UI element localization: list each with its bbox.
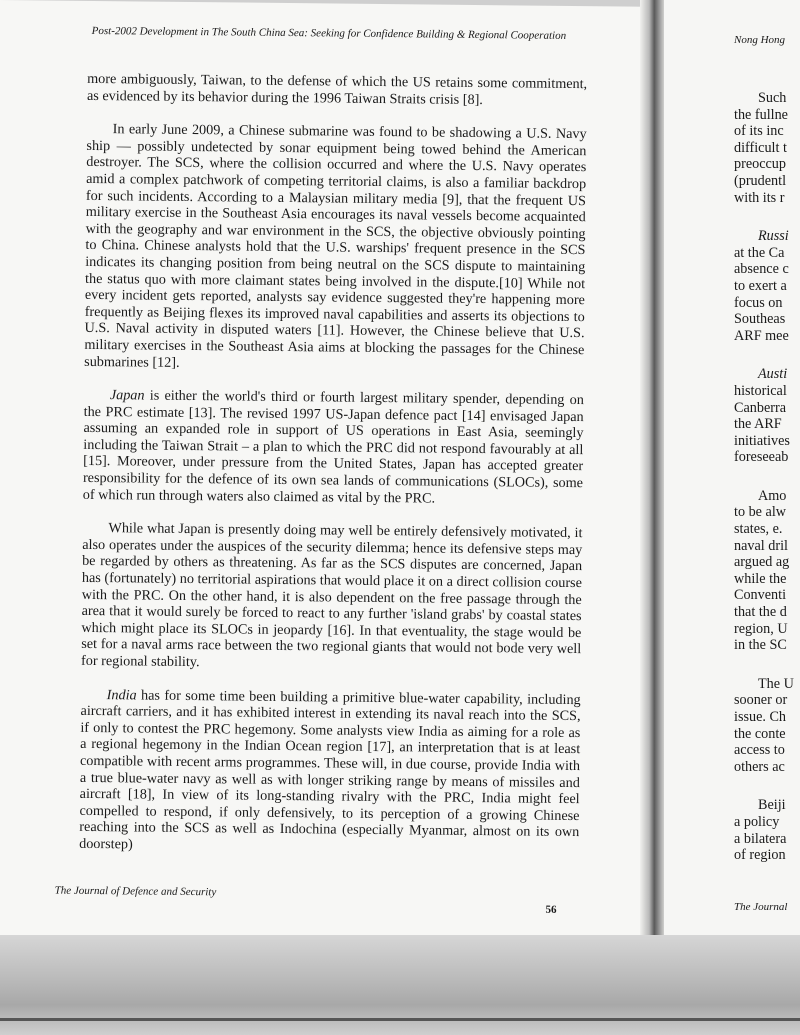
right-page-line: (prudentl xyxy=(734,172,787,189)
right-page-line: the ARF xyxy=(734,416,782,433)
right-journal-footer: The Journal xyxy=(734,901,788,913)
paragraph-1: more ambiguously, Taiwan, to the defense of which the US retains some commitment, as evidenced by its behavior during the 1996 Taiwan Straits crisis [8]. xyxy=(86,70,588,108)
right-page-line: in the SC xyxy=(734,637,787,654)
page-number: 56 xyxy=(545,903,557,916)
paragraph-japan-text: is either the world's third or fourth largest military spender, depending on the PRC estimate [13]. The revised 1997 US-Japan defence pact [14] envisaged Japan assuming an expanded role in support of US operations in East Asia, seemingly including the Taiwan Strait – a plan to which the PRC did not respond favourably at all [15]. Moreover, under pressure from the United States, Japan has accepted greater responsibility for the defence of its own sea lands of communications (SLOCs), some of which run through waters also claimed as vital by the PRC. xyxy=(82,387,584,507)
right-page-line: Such xyxy=(758,90,787,106)
right-page-line: a bilatera xyxy=(734,830,787,847)
right-page-line: foreseeab xyxy=(734,449,789,466)
running-header: Post-2002 Development in The South China Sea: Seeking for Confidence Building & Regional Cooperation xyxy=(91,24,567,42)
paragraph-japan xyxy=(83,387,584,508)
right-page-line: of its inc xyxy=(734,123,784,140)
right-page-line: Russi xyxy=(758,228,789,245)
right-page xyxy=(664,0,800,948)
right-running-header: Nong Hong xyxy=(734,34,786,46)
right-page-line: a policy xyxy=(734,813,780,830)
right-page-line: The U xyxy=(758,675,794,692)
paragraph-2: In early June 2009, a Chinese submarine was found to be shadowing a U.S. Navy ship — possibly undetected by sonar equipment being towed behind the American destroyer. The SCS, where the collision occurred and where the U.S. Navy operates amid a complex patchwork of competing territorial claims, is also a familiar backdrop for such incidents. According to a Malaysian military media [9], that the frequent US military exercise in the Southeast Asia encourages its naval vessels become acquainted with the geography and war environment in the SCS, the objective obviously pointing to China. Chinese analysts hold that the U.S. warships' frequent presence in the SCS indicates its changing position from being neutral on the SCS dispute to maintaining the status quo with more claimant states being involved in the dispute.[10] While not every incident gets reported, analysts say evidence suggested they're happening more frequently as Beijing flexes its improved naval capabilities and asserts its objections to U.S. Naval activity in disputed waters [11]. However, the Chinese believe that U.S. military exercises in the Southeast Asia aims at blocking the passages for the Chinese submarines [12]. xyxy=(84,121,587,371)
right-page-line: sooner or xyxy=(734,692,788,709)
right-page-line: difficult t xyxy=(734,139,787,156)
paragraph-gap xyxy=(734,206,800,228)
right-page-line: historical xyxy=(734,382,787,399)
right-page-line: focus on xyxy=(734,294,783,311)
right-page-line: region, U xyxy=(734,620,788,637)
paragraph-india xyxy=(79,686,581,857)
right-page-line: naval dril xyxy=(734,537,788,554)
paragraph-india-text: has for some time been building a primitive blue-water capability, including aircraft carriers, and it has exhibited interest in extending its naval reach into the SCS, if only to contest the PRC hegemony. Some analysts view India as aiming for a role as a regional hegemony in the Indian Ocean region [17], an interpretation that is at least compatible with recent arms programmes. These will, in due course, provide India with a true blue-water navy as well as with longer striking range by means of missiles and aircraft [18], In view of its long-standing rivalry with the PRC, India might feel compelled to respond, if only defensively, to its perception of a growing Chinese reaching into the SCS as well as Indochina (especially Myanmar, almost on its own doorstep) xyxy=(79,687,581,853)
right-page-line: that the d xyxy=(734,604,787,621)
right-page-line: with its r xyxy=(734,189,785,206)
journal-footer: The Journal of Defence and Security xyxy=(54,884,217,899)
right-page-line: at the Ca xyxy=(734,244,785,261)
body-text xyxy=(79,71,587,875)
right-page-line: Beiji xyxy=(758,797,786,814)
right-page-line: states, e. xyxy=(734,521,783,538)
right-page-line: the conte xyxy=(734,725,786,742)
right-page-line: absence c xyxy=(734,261,789,278)
right-page-line: preoccup xyxy=(734,156,786,173)
right-page-line: Conventi xyxy=(734,587,787,604)
right-page-line: argued ag xyxy=(734,554,790,571)
right-page-line: access to xyxy=(734,742,785,759)
right-page-line: of region xyxy=(734,847,786,864)
paragraph-gap xyxy=(734,775,800,797)
right-page-line: to exert a xyxy=(734,277,787,294)
paragraph-gap xyxy=(734,466,800,488)
right-page-line: issue. Ch xyxy=(734,709,787,725)
right-page-line: ARF mee xyxy=(734,327,789,344)
paragraph-4: While what Japan is presently doing may well be entirely defensively motivated, it also operates under the auspices of the security dilemma; hence its defensive steps may be regarded by others as threatening. As far as the SCS disputes are concerned, Japan has (fortunately) no territorial aspirations that would place it on a direct collision course with the PRC. On the other hand, it is also dependent on the free passage through the area that it would surely be forced to react to any further 'island grabs' by coastal states which might place its SLOCs in jeopardy [16]. In that eventuality, the stage would be set for a naval arms race between the two regional giants that would not bode very well for regional stability. xyxy=(81,520,583,671)
paragraph-gap xyxy=(734,654,800,676)
right-page-line: Amo xyxy=(758,487,787,504)
right-page-line: Southeas xyxy=(734,311,786,328)
lead-word-japan: Japan xyxy=(109,387,145,404)
right-page-line: the fullne xyxy=(734,106,788,123)
lead-word-india: India xyxy=(106,686,137,704)
right-page-text xyxy=(734,90,800,864)
paragraph-gap xyxy=(734,344,800,366)
right-page-line: initiatives xyxy=(734,432,790,449)
right-page-line: to be alw xyxy=(734,504,787,521)
right-page-line: others ac xyxy=(734,758,785,775)
scanner-edge-line xyxy=(0,1018,800,1021)
right-page-line: Austi xyxy=(758,366,788,383)
right-page-line: Canberra xyxy=(734,399,786,416)
book-gutter xyxy=(640,0,666,950)
right-page-line: while the xyxy=(734,570,787,587)
